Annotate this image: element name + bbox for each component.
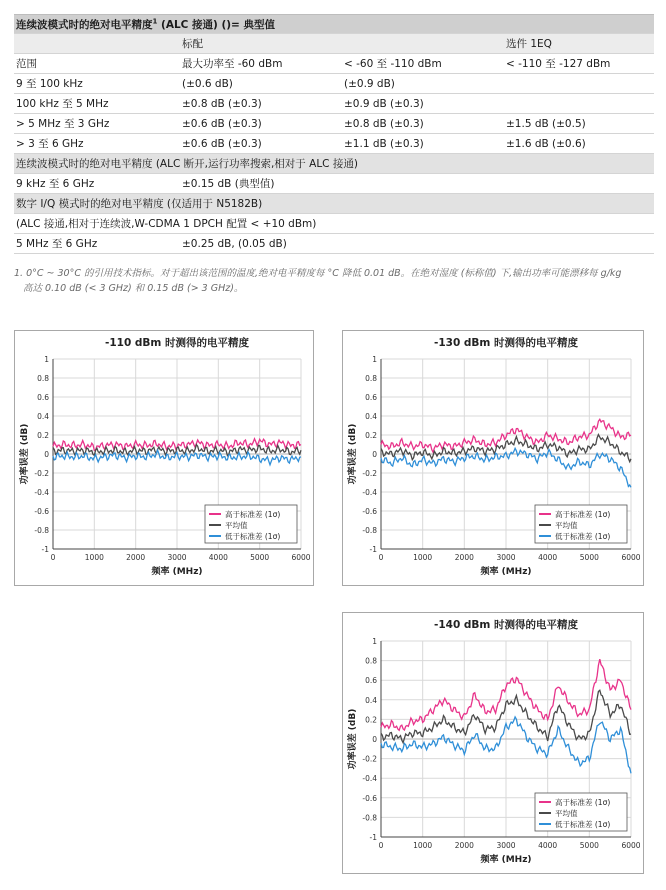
x-tick-label: 3000 <box>496 841 516 850</box>
table-section-row <box>14 194 654 214</box>
y-tick-label: -0.4 <box>362 488 377 497</box>
y-tick-label: -0.2 <box>362 469 377 478</box>
table-cell: ±0.25 dB, (0.05 dB) <box>182 237 287 250</box>
footnote-line: 1. 0°C ~ 30°C 的引用技术指标。对于超出该范围的温度,绝对电平精度每 °C 降低 0.01 dB。在绝对湿度 (标称值) 下,输出功率可能漂移每 g/kg <box>14 268 622 279</box>
table-title-row <box>14 14 654 34</box>
table-cell: ±0.15 dB (典型值) <box>182 178 275 190</box>
table-cell: < -60 至 -110 dBm <box>344 58 442 70</box>
table-title <box>14 17 275 32</box>
footnote <box>14 266 654 296</box>
table-cell: ±0.8 dB (±0.3) <box>182 97 262 110</box>
y-tick-label: 0.2 <box>365 715 377 725</box>
table-cell: (±0.9 dB) <box>344 77 395 90</box>
chart-title: -110 dBm 时测得的电平精度 <box>104 337 250 349</box>
table-row <box>14 234 654 254</box>
x-tick-label: 3000 <box>496 553 516 562</box>
y-tick-label: 0.4 <box>37 412 49 421</box>
x-tick-label: 2000 <box>126 553 146 562</box>
table-cell: ±1.5 dB (±0.5) <box>506 117 586 130</box>
y-tick-label: 0.4 <box>365 412 377 421</box>
y-tick-label: -0.2 <box>362 754 377 764</box>
y-tick-label: -1 <box>369 833 377 842</box>
x-axis-label: 频率 (MHz) <box>151 567 203 577</box>
x-tick-label: 2000 <box>454 841 474 850</box>
chart-110dbm-svg <box>15 331 313 585</box>
x-tick-label: 4000 <box>538 841 558 850</box>
y-tick-label: 1 <box>44 355 49 364</box>
table-row <box>14 214 654 234</box>
chart-130dbm-svg <box>343 331 643 585</box>
y-tick-label: -0.6 <box>34 507 49 516</box>
spec-table <box>14 14 654 254</box>
y-tick-label: 0.6 <box>365 393 377 402</box>
table-title-suffix: (ALC 接通) ()= 典型值 <box>157 18 276 31</box>
y-tick-label: 0.6 <box>37 393 49 402</box>
x-tick-label: 0 <box>50 553 56 562</box>
table-subheader-row <box>14 34 654 54</box>
table-row <box>14 54 654 74</box>
legend-label: 低于标准差 (1σ) <box>225 532 281 541</box>
table-cell: ±0.8 dB (±0.3) <box>344 117 424 130</box>
table-cell: 最大功率至 -60 dBm <box>182 58 283 70</box>
x-tick-label: 0 <box>378 841 384 850</box>
x-tick-label: 6000 <box>291 553 311 562</box>
chart-110dbm <box>14 330 314 586</box>
y-tick-label: 0 <box>372 450 377 459</box>
table-cell: ±1.6 dB (±0.6) <box>506 137 586 150</box>
table-cell: ±0.9 dB (±0.3) <box>344 97 424 110</box>
x-axis-label: 频率 (MHz) <box>480 855 532 865</box>
y-axis-label: 功率误差 (dB) <box>348 708 358 770</box>
legend-label: 高于标准差 (1σ) <box>225 510 281 519</box>
y-tick-label: -0.8 <box>34 526 49 535</box>
table-cell: 范围 <box>16 58 37 70</box>
y-tick-label: 0 <box>44 450 49 459</box>
x-tick-label: 0 <box>378 553 384 562</box>
table-title-text: 连续波模式时的绝对电平精度 <box>16 18 153 31</box>
table-cell: 标配 <box>182 38 203 50</box>
y-tick-label: 0.8 <box>365 656 377 666</box>
y-tick-label: -0.6 <box>362 793 377 803</box>
y-tick-label: -0.8 <box>362 813 377 823</box>
section-heading: 数字 I/Q 模式时的绝对电平精度 (仅适用于 N5182B) <box>16 198 263 210</box>
x-axis-label: 频率 (MHz) <box>480 567 532 577</box>
y-tick-label: -0.8 <box>362 526 377 535</box>
y-tick-label: -1 <box>369 545 377 554</box>
y-tick-label: -0.6 <box>362 507 377 516</box>
table-cell: ±1.1 dB (±0.3) <box>344 137 424 150</box>
section-note: (ALC 接通,相对于连续波,W-CDMA 1 DPCH 配置 < +10 dBm) <box>16 218 317 230</box>
legend-label: 低于标准差 (1σ) <box>555 532 611 541</box>
legend-label: 低于标准差 (1σ) <box>555 820 611 829</box>
y-axis-label: 功率误差 (dB) <box>20 423 30 485</box>
table-row <box>14 114 654 134</box>
y-tick-label: 0.2 <box>365 431 377 440</box>
table-row <box>14 174 654 194</box>
y-tick-label: -0.2 <box>34 469 49 478</box>
table-row <box>14 74 654 94</box>
y-tick-label: 0 <box>372 735 377 744</box>
x-tick-label: 1000 <box>84 553 104 562</box>
legend-label: 高于标准差 (1σ) <box>555 510 611 519</box>
y-tick-label: 0.8 <box>365 374 377 383</box>
x-tick-label: 1000 <box>413 841 433 850</box>
y-axis-label: 功率误差 (dB) <box>348 423 358 485</box>
chart-title: -140 dBm 时测得的电平精度 <box>433 619 579 631</box>
x-tick-label: 4000 <box>208 553 228 562</box>
y-tick-label: -0.4 <box>34 488 49 497</box>
x-tick-label: 6000 <box>621 553 641 562</box>
legend-label: 平均值 <box>555 809 578 818</box>
table-cell: < -110 至 -127 dBm <box>506 58 611 70</box>
table-cell: 选件 1EQ <box>506 38 552 50</box>
chart-title: -130 dBm 时测得的电平精度 <box>433 337 579 349</box>
y-tick-label: 0.8 <box>37 374 49 383</box>
x-tick-label: 5000 <box>250 553 270 562</box>
footnote-ref: 1 <box>152 17 158 25</box>
y-tick-label: 0.4 <box>365 695 377 705</box>
section-heading: 连续波模式时的绝对电平精度 (ALC 断开,运行功率搜索,相对于 ALC 接通) <box>16 158 358 170</box>
x-tick-label: 2000 <box>454 553 474 562</box>
y-tick-label: -1 <box>41 545 49 554</box>
table-cell: ±0.6 dB (±0.3) <box>182 137 262 150</box>
table-cell: 100 kHz 至 5 MHz <box>16 98 109 110</box>
table-row <box>14 94 654 114</box>
footnote-line: 高达 0.10 dB (< 3 GHz) 和 0.15 dB (> 3 GHz)。 <box>23 283 244 294</box>
chart-130dbm <box>342 330 644 586</box>
y-tick-label: -0.4 <box>362 774 377 784</box>
table-cell: > 5 MHz 至 3 GHz <box>16 118 110 130</box>
y-tick-label: 0.6 <box>365 676 377 686</box>
x-tick-label: 4000 <box>538 553 558 562</box>
x-tick-label: 3000 <box>167 553 187 562</box>
legend-label: 平均值 <box>225 521 248 530</box>
legend-label: 平均值 <box>555 521 578 530</box>
table-section-row <box>14 154 654 174</box>
table-cell: 9 kHz 至 6 GHz <box>16 178 95 190</box>
table-cell: 9 至 100 kHz <box>16 78 83 90</box>
table-cell: (±0.6 dB) <box>182 77 233 90</box>
chart-140dbm-svg <box>343 613 643 873</box>
chart-140dbm <box>342 612 644 874</box>
x-tick-label: 1000 <box>413 553 433 562</box>
y-tick-label: 1 <box>372 355 377 364</box>
y-tick-label: 1 <box>372 637 377 646</box>
x-tick-label: 5000 <box>579 553 599 562</box>
y-tick-label: 0.2 <box>37 431 49 440</box>
x-tick-label: 6000 <box>621 841 641 850</box>
table-row <box>14 134 654 154</box>
legend-label: 高于标准差 (1σ) <box>555 798 611 807</box>
table-cell: ±0.6 dB (±0.3) <box>182 117 262 130</box>
table-cell: > 3 至 6 GHz <box>16 138 84 150</box>
table-cell: 5 MHz 至 6 GHz <box>16 238 98 250</box>
x-tick-label: 5000 <box>579 841 599 850</box>
